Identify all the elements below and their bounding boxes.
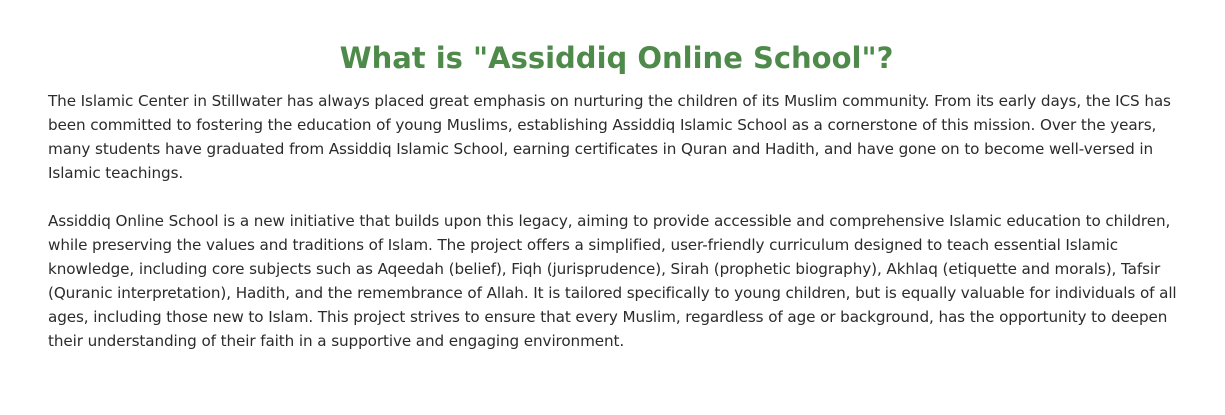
initiative-paragraph: Assiddiq Online School is a new initiative that builds upon this legacy, aiming to provide accessible and comprehensive Islamic education to children, while preserving the values and traditions of Islam. The project offers a simplified, user-friendly curriculum designed to teach essential Islamic knowledge, including core subjects such as Aqeedah (belief), Fiqh (jurisprudence), Sirah (prophetic biography), Akhlaq (etiquette and morals), Tafsir (Quranic interpretation), Hadith, and the remembrance of Allah. It is tailored specifically to young children, but is equally valuable for individuals of all ages, including those new to Islam. This project strives to ensure that every Muslim, regardless of age or background, has the opportunity to deepen their understanding of their faith in a supportive and engaging environment. — [48, 212, 1177, 350]
section-title: What is "Assiddiq Online School"? — [339, 41, 894, 75]
intro-paragraph: The Islamic Center in Stillwater has always placed great emphasis on nurturing the children of its Muslim community. From its early days, the ICS has been committed to fostering the education of young Muslims, establishing Assiddiq Islamic School as a cornerstone of this mission. Over the years, many students have graduated from Assiddiq Islamic School, earning certificates in Quran and Hadith, and have gone on to become well-versed in Islamic teachings. — [48, 92, 1171, 182]
